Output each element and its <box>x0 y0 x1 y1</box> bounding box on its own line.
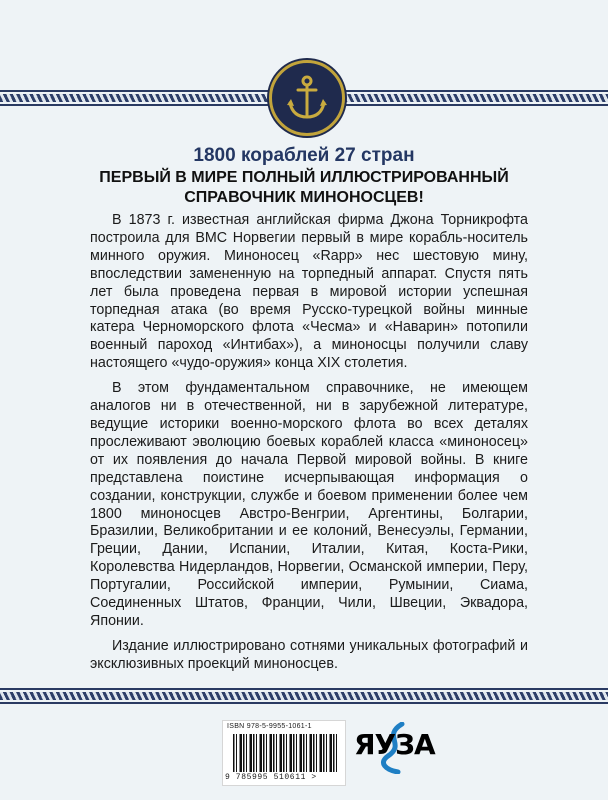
isbn-barcode <box>222 720 346 786</box>
description-body <box>90 212 528 681</box>
anchor-icon <box>285 75 329 121</box>
subtitle: 1800 кораблей 27 стран <box>193 145 415 166</box>
anchor-medallion <box>269 60 345 136</box>
headline-line-2: СПРАВОЧНИК МИНОНОСЦЕВ! <box>184 189 424 206</box>
headline <box>60 168 548 208</box>
paragraph-contents: В этом фундаментальном справочнике, не имеющем аналогов ни в отечественной, ни в зарубежной литературе, ведущие историки военно-морского флота во всех деталях прослеживают эволюцию боевых кораблей класса «миноносец» от их появления до начала Первой мировой войны. В книге представлена поистине исчерпывающая информация о создании, конструкции, службе и боевом применении более чем 1800 миноносцев Австро-Венгрии, Аргентины, Болгарии, Бразилии, Великобритании и ее колоний, Венесуэлы, Германии, Греции, Дании, Испании, Италии, Китая, Коста-Рики, Королевства Нидерландов, Норвегии, Османской империи, Перу, Португалии, Российской империи, Румынии, Сиама, Соединенных Штатов, Франции, Чили, Швеции, Эквадора, Японии. <box>90 380 528 629</box>
headline-line-1: ПЕРВЫЙ В МИРЕ ПОЛНЫЙ ИЛЛЮСТРИРОВАННЫЙ <box>99 169 509 186</box>
publisher-logo <box>354 722 435 774</box>
rope-border-bottom <box>0 688 608 704</box>
publisher-name: ЯУЗА <box>354 728 435 761</box>
isbn-label: ISBN 978-5-9955-1061-1 <box>227 723 312 730</box>
barcode-bars <box>233 734 337 772</box>
paragraph-illustrations: Издание иллюстрировано сотнями уникальных фотографий и эксклюзивных проекций миноносцев. <box>90 637 528 672</box>
paragraph-history: В 1873 г. известная английская фирма Джона Торникрофта построила для ВМС Норвегии первый в мире корабль-носитель минного оружия. Миноносец «Rapp» нес шестовую мину, впоследствии замененную на торпедный аппарат. Спустя пять лет была проведена первая в мировой истории успешная торпедная атака (во время Русско-турецкой войны минные катера Черноморского флота «Чесма» и «Наварин» потопили военный пароход «Интибах»), а миноносцы получили славу настоящего «чудо-оружия» конца XIX столетия. <box>90 212 528 372</box>
barcode-digits: 9 785995 510611 > <box>225 773 317 782</box>
